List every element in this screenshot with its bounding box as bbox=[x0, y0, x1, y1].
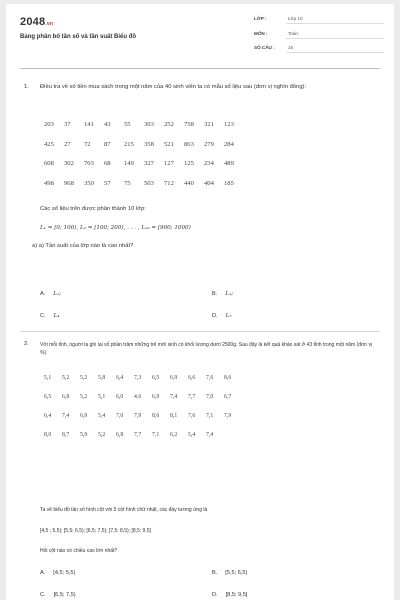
q1-data-cell: 123 bbox=[224, 121, 234, 128]
header-divider bbox=[20, 68, 380, 69]
question-2-option-b[interactable]: B. [5,5; 6,5) bbox=[212, 570, 248, 576]
q2-data-cell: 5,8 bbox=[98, 375, 106, 381]
q1-data-cell: 404 bbox=[204, 179, 214, 187]
q1-data-cell: 57 bbox=[104, 179, 111, 187]
q2-data-cell: 8,6 bbox=[152, 413, 160, 419]
q2-data-cell: 6,0 bbox=[116, 394, 124, 400]
question-1a-prompt: a) a) Tần suất của lớp nào là cao nhất? bbox=[32, 243, 134, 249]
question-count-label: SỐ CÂU : bbox=[254, 45, 275, 50]
q2-data-cell: 7,9 bbox=[224, 413, 232, 419]
question-count-value: 16 bbox=[288, 45, 294, 50]
q2-data-cell: 5,1 bbox=[44, 375, 52, 381]
q2-data-cell: 7,6 bbox=[188, 413, 196, 419]
question-divider bbox=[20, 331, 380, 332]
question-2-option-c[interactable]: C. [6,5; 7,5) bbox=[40, 592, 76, 598]
q2-data-cell: 6,7 bbox=[224, 394, 232, 400]
q2-data-cell: 6,8 bbox=[62, 394, 70, 400]
q1-data-cell: 498 bbox=[44, 179, 54, 187]
q1-data-cell: 358 bbox=[144, 140, 154, 148]
q1-data-cell: 75 bbox=[124, 179, 131, 187]
page-title: Bảng phân bố tần số và tần suất Biểu đồ bbox=[20, 34, 137, 40]
q1-data-cell: 141 bbox=[84, 121, 94, 128]
q2-data-cell: 6,4 bbox=[116, 375, 124, 381]
q2-data-cell: 7,1 bbox=[152, 432, 160, 438]
q2-data-cell: 5,2 bbox=[62, 375, 70, 381]
q1-data-cell: 425 bbox=[44, 140, 54, 148]
class-label: LỚP : bbox=[254, 16, 267, 21]
question-1-option-a[interactable]: A. L₁; bbox=[40, 291, 62, 297]
q2-data-cell: 5,4 bbox=[98, 413, 106, 419]
q2-data-cell: 8,6 bbox=[224, 375, 232, 381]
q2-data-cell: 6,5 bbox=[44, 394, 52, 400]
question-1-option-c[interactable]: C. L₄ bbox=[40, 313, 60, 319]
q1-data-cell: 521 bbox=[164, 140, 174, 148]
q1-data-cell: 72 bbox=[84, 140, 91, 148]
q2-data-cell: 6,5 bbox=[152, 375, 160, 381]
q2-data-cell: 5,2 bbox=[98, 432, 106, 438]
question-1-option-b[interactable]: B. L₃; bbox=[212, 291, 234, 297]
question-2-intervals: [4,5 ; 5,5); [5,5; 6,5); [6,5; 7,5); [7,5; 8,5); [8,5; 9,5] bbox=[40, 528, 151, 534]
q1-data-cell: 279 bbox=[204, 140, 214, 148]
question-2-number: 2. bbox=[24, 341, 29, 347]
question-2-histogram-text: Ta vẽ biểu đồ tần số hình cột với 5 cột hình chữ nhật, các đáy tương ứng là bbox=[40, 507, 208, 513]
subject-value: Toán bbox=[288, 31, 298, 36]
q1-data-cell: 489 bbox=[224, 160, 234, 167]
worksheet-page bbox=[6, 4, 394, 600]
q2-data-cell: 7,0 bbox=[116, 413, 124, 419]
q2-data-cell: 7,4 bbox=[170, 394, 178, 400]
q1-data-cell: 37 bbox=[64, 121, 71, 128]
q2-data-cell: 7,0 bbox=[206, 394, 214, 400]
question-2-option-a[interactable]: A. [4,5; 5,5) bbox=[40, 570, 76, 576]
q2-data-cell: 5,9 bbox=[80, 432, 88, 438]
q1-data-cell: 68 bbox=[104, 160, 111, 167]
q1-data-cell: 302 bbox=[64, 160, 74, 167]
question-1-classes: L₁ = [0; 100), L₂ = [100; 200), . . . , L₁₀ = [900; 1000) bbox=[40, 225, 191, 231]
q1-data-cell: 968 bbox=[64, 179, 74, 187]
q1-data-cell: 149 bbox=[124, 160, 134, 167]
q1-data-cell: 284 bbox=[224, 140, 234, 148]
q2-data-cell: 8,1 bbox=[170, 413, 178, 419]
question-1-number: 1. bbox=[24, 84, 29, 90]
q1-data-cell: 27 bbox=[64, 140, 71, 148]
q1-data-cell: 234 bbox=[204, 160, 214, 167]
q2-data-cell: 8,7 bbox=[62, 432, 70, 438]
q2-data-cell: 8,0 bbox=[44, 432, 52, 438]
q2-data-cell: 6,9 bbox=[170, 375, 178, 381]
q1-data-cell: 608 bbox=[44, 160, 54, 167]
q2-data-cell: 4,6 bbox=[134, 394, 142, 400]
q1-data-cell: 321 bbox=[204, 121, 214, 128]
q2-data-cell: 6,9 bbox=[80, 413, 88, 419]
q1-data-cell: 712 bbox=[164, 179, 174, 187]
q2-data-cell: 7,4 bbox=[62, 413, 70, 419]
q2-data-cell: 7,4 bbox=[206, 432, 214, 438]
q1-data-cell: 127 bbox=[164, 160, 174, 167]
question-1-split-text: Các số liệu trên được phân thành 10 lớp: bbox=[40, 206, 146, 212]
q2-data-cell: 7,9 bbox=[134, 413, 142, 419]
question-1-intro: Điều tra về số tiền mua sách trong một năm của 40 sinh viên ta có mẫu số liệu sau (đơn vị nghìn đồng): bbox=[40, 84, 307, 90]
q1-data-cell: 55 bbox=[124, 121, 131, 128]
question-1-option-d[interactable]: D. L₅ bbox=[212, 313, 232, 319]
q2-data-cell: 5,1 bbox=[98, 394, 106, 400]
q1-data-cell: 203 bbox=[44, 121, 54, 128]
q2-data-cell: 5,2 bbox=[80, 375, 88, 381]
q2-data-cell: 6,2 bbox=[170, 432, 178, 438]
q2-data-cell: 7,6 bbox=[206, 375, 214, 381]
site-logo[interactable]: 2048.vn bbox=[20, 16, 54, 28]
q1-data-cell: 125 bbox=[184, 160, 194, 167]
subject-label: MÔN : bbox=[254, 31, 268, 36]
q1-data-cell: 703 bbox=[84, 160, 94, 167]
q2-data-cell: 6,4 bbox=[44, 413, 52, 419]
class-value: Lớp 10 bbox=[288, 16, 303, 21]
question-2-prompt: Hỏi cột nào có chiều cao lớn nhất? bbox=[40, 548, 118, 554]
q1-data-cell: 87 bbox=[104, 140, 111, 148]
q1-data-cell: 440 bbox=[184, 179, 194, 187]
q2-data-cell: 7,3 bbox=[134, 375, 142, 381]
q1-data-cell: 863 bbox=[184, 140, 194, 148]
q1-data-cell: 758 bbox=[184, 121, 194, 128]
q1-data-cell: 215 bbox=[124, 140, 134, 148]
q2-data-cell: 6,8 bbox=[116, 432, 124, 438]
q1-data-cell: 43 bbox=[104, 121, 111, 128]
q2-data-cell: 6,9 bbox=[152, 394, 160, 400]
q1-data-cell: 185 bbox=[224, 179, 234, 187]
q2-data-cell: 7,7 bbox=[188, 394, 196, 400]
q1-data-cell: 350 bbox=[84, 179, 94, 187]
q2-data-cell: 5,4 bbox=[188, 432, 196, 438]
q1-data-cell: 503 bbox=[144, 179, 154, 187]
question-2-intro: Với mỗi tỉnh, người ta ghi lại số phần trăm những trẻ mới sinh có khối lượng dưới 2500g. Sau đây là kết quả khảo sát ở 43 tỉnh trong một năm (đơn vị %) bbox=[40, 342, 373, 356]
q2-data-cell: 7,1 bbox=[206, 413, 214, 419]
q1-data-cell: 327 bbox=[144, 160, 154, 167]
q1-data-cell: 252 bbox=[164, 121, 174, 128]
q2-data-cell: 7,7 bbox=[134, 432, 142, 438]
q2-data-cell: 5,2 bbox=[80, 394, 88, 400]
q2-data-cell: 6,6 bbox=[188, 375, 196, 381]
question-2-option-d[interactable]: D. [8,5; 9,5] bbox=[212, 592, 248, 598]
q1-data-cell: 303 bbox=[144, 121, 154, 128]
